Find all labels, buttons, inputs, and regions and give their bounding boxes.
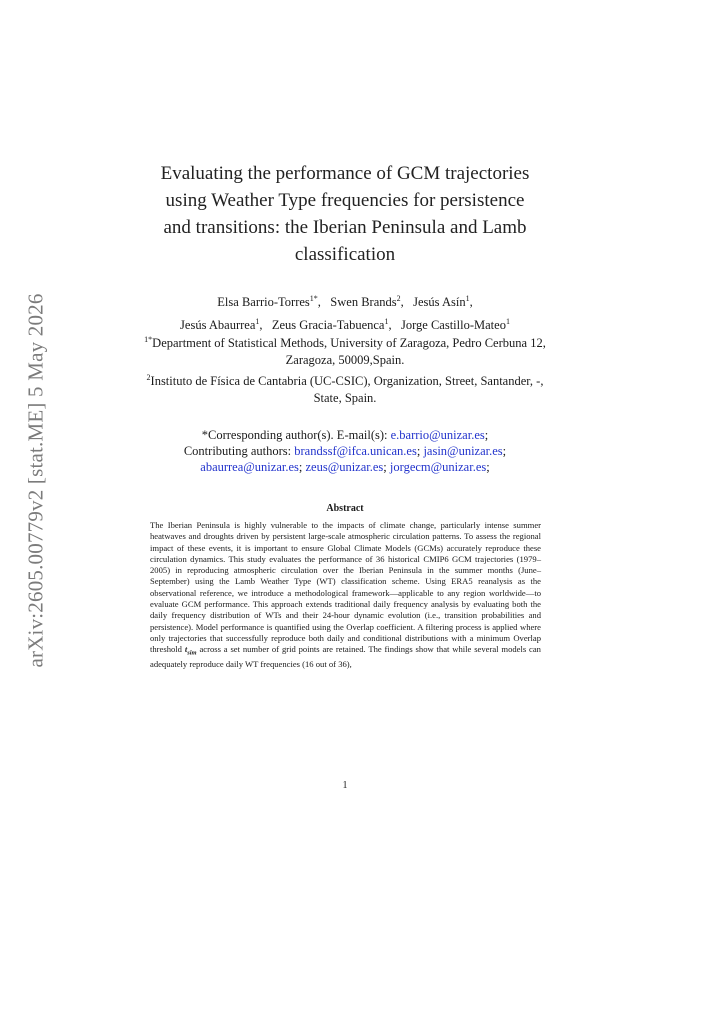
paper-title [120, 160, 570, 268]
author-affiliation-mark: 2 [396, 294, 401, 303]
affiliation-mark: 1* [144, 335, 153, 344]
contributing-email-link[interactable]: brandssf@ifca.unican.es [294, 444, 417, 458]
author-name: Jorge Castillo-Mateo [400, 318, 506, 333]
author-name: Swen Brands [330, 295, 397, 310]
arxiv-identifier-stamp [16, 290, 56, 670]
contributing-email-link[interactable]: jorgecm@unizar.es [389, 460, 487, 474]
contributing-authors-line: abaurrea@unizar.es; zeus@unizar.es; jorgecm@unizar.es; [200, 460, 490, 474]
author-separator: , [259, 318, 269, 333]
abstract-body [150, 520, 541, 671]
author-separator: , [400, 295, 410, 310]
title-line: and transitions: the Iberian Peninsula and Lamb [163, 217, 527, 238]
contributing-authors-line: Contributing authors: brandssf@ifca.unican.es; jasin@unizar.es; [183, 444, 507, 458]
author-affiliation-mark: 1 [255, 317, 260, 327]
author-name: Jesús Asín [413, 295, 466, 310]
page-number: 1 [342, 780, 348, 791]
author-name: Elsa Barrio-Torres [217, 295, 310, 310]
author-name: Jesús Abaurrea [180, 318, 256, 333]
corresponding-email-link[interactable]: e.barrio@unizar.es [390, 428, 485, 442]
affiliation-item [135, 369, 555, 407]
abstract-heading: Abstract [326, 503, 364, 514]
author-list [110, 289, 580, 335]
corresponding-author-line [110, 427, 580, 443]
math-subscript: sim [187, 649, 197, 657]
abstract-text-continued: across a set number of grid points are retained. The findings show that while several models can adequately reproduce daily WT frequencies (16 out of 36), [150, 644, 541, 670]
author-name: Zeus Gracia-Tabuenca [271, 318, 385, 333]
author-affiliation-mark: 1 [465, 294, 470, 303]
title-line: using Weather Type frequencies for persistence [165, 190, 525, 211]
contact-block [110, 427, 580, 475]
author-separator: , [469, 295, 473, 310]
affiliation-item [135, 331, 555, 369]
title-line: classification [294, 244, 396, 265]
contributing-authors-label: Contributing authors: [183, 444, 295, 458]
affiliation-text: Department of Statistical Methods, University of Zaragoza, Pedro Cerbuna 12, Zaragoza, 50009,Spain. [152, 336, 546, 368]
author-line [110, 289, 580, 312]
math-symbol: t [184, 644, 188, 655]
author-affiliation-mark: 1 [505, 317, 510, 327]
corresponding-suffix: ; [484, 428, 489, 442]
author-separator: , [317, 295, 328, 310]
affiliation-mark: 2 [146, 373, 151, 383]
abstract-text: The Iberian Peninsula is highly vulnerable to the impacts of climate change, particularly intense summer heatwaves and droughts driven by persistent large-scale atmospheric circulation patterns. To assess the regional impact of these events, it is important to ensure Global Climate Models (GCMs) accurately reproduce these circulation dynamics. This study evaluates the performance of 36 historical CMIP6 GCM trajectories (1979–2005) in reproducing atmospheric circulation over the Iberian Peninsula in the summer months (June–September) using the Lamb Weather Type (WT) classification scheme. Using ERA5 reanalysis as the observational reference, we introduce a methodological framework—applicable to any region worldwide—to evaluate GCM performance. This approach extends traditional daily frequency analysis by evaluating both the daily frequency distribution of WTs and their 24-hour dynamic evolution (i.e., transition probabilities and persistence). Model performance is quantified using the Overlap coefficient. A filtering process is applied where only trajectories that successfully reproduce both daily and conditional distributions with a minimum Overlap threshold [150, 520, 541, 655]
contributing-email-link[interactable]: jasin@unizar.es [423, 444, 503, 458]
arxiv-identifier-text: arXiv:2605.00779v2 [stat.ME] 5 May 2026 [23, 292, 48, 668]
author-separator: , [388, 318, 398, 333]
affiliation-list [135, 331, 555, 407]
title-line: Evaluating the performance of GCM trajectories [160, 163, 530, 184]
contributing-email-link[interactable]: abaurrea@unizar.es [200, 460, 299, 474]
corresponding-author-label: *Corresponding author(s). E-mail(s): [201, 428, 391, 442]
author-affiliation-mark: 1* [309, 294, 318, 303]
author-affiliation-mark: 1 [384, 317, 389, 327]
affiliation-text: Instituto de Física de Cantabria (UC-CSIC), Organization, Street, Santander, -, State, Spain. [150, 374, 544, 406]
contributing-email-link[interactable]: zeus@unizar.es [305, 460, 384, 474]
